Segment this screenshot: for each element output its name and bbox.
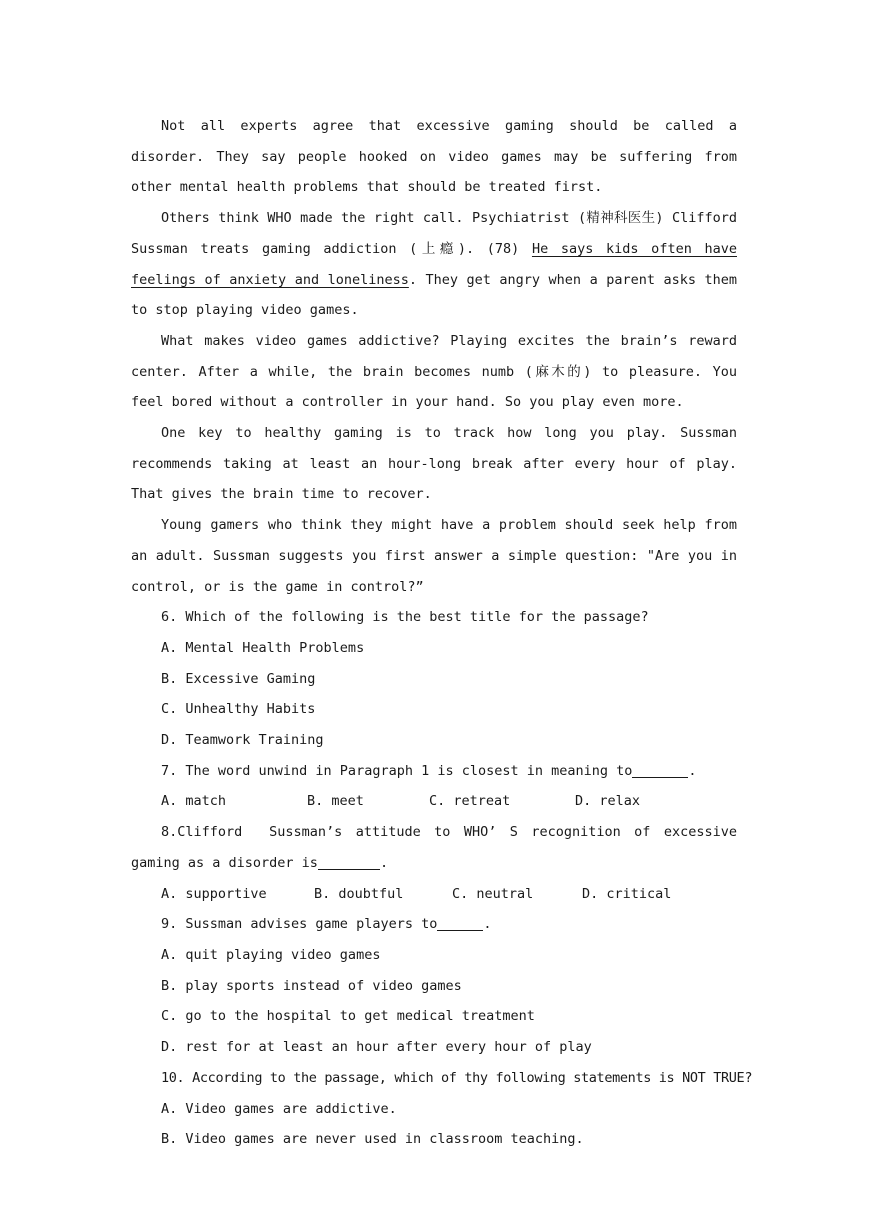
question-7-option-a: A. match [161, 793, 227, 810]
question-8-stem-text: 8.Clifford Sussman’s attitude to WHO’ S recognition of excessive gaming as a disorder is [131, 824, 746, 871]
paragraph-4: One key to healthy gaming is to track how long you play. Sussman recommends taking at least an hour-long break after every hour of play. That gives the brain time to recover. [131, 425, 737, 503]
paragraph-2 [131, 203, 737, 326]
question-7-stem [131, 756, 737, 787]
question-6-stem: 6. Which of the following is the best title for the passage? [161, 609, 649, 626]
answer-blank [318, 855, 380, 870]
question-8-option-b: B. doubtful [314, 885, 404, 902]
question-7-options [131, 786, 737, 817]
document-body [131, 111, 753, 1155]
question-10-option-b: B. Video games are never used in classroom teaching. [161, 1131, 584, 1148]
question-7-period: . [688, 762, 697, 779]
question-8-period: . [379, 854, 389, 871]
question-6-option-a: A. Mental Health Problems [161, 639, 365, 656]
question-8-option-a: A. supportive [161, 885, 267, 902]
question-9-option-b: B. play sports instead of video games [161, 977, 462, 994]
question-8-stem [131, 817, 746, 878]
question-9-option-d: D. rest for at least an hour after every hour of play [161, 1039, 592, 1056]
question-7-option-d: D. relax [575, 793, 641, 810]
question-8-option-d: D. critical [582, 885, 672, 902]
question-9-option-c: C. go to the hospital to get medical treatment [161, 1008, 535, 1025]
question-6-option-c: C. Unhealthy Habits [161, 701, 316, 718]
paragraph-5: Young gamers who think they might have a problem should seek help from an adult. Sussman suggests you first answer a simple question: "Are you in control, or is the game in control?” [131, 517, 737, 595]
answer-blank [437, 917, 483, 932]
question-7-stem-text: 7. The word unwind in Paragraph 1 is closest in meaning to [161, 762, 633, 779]
question-8-options [131, 879, 737, 910]
question-9-stem [131, 909, 737, 940]
question-7-option-b: B. meet [307, 793, 364, 810]
question-10-stem: 10. According to the passage, which of thy following statements is NOT TRUE? [161, 1069, 753, 1086]
paragraph-2-text-a: Others think WHO made the right call. Psychiatrist (精神科医生) Clifford Sussman treats gaming addiction (上瘾). (78) [131, 210, 737, 257]
question-9-period: . [483, 916, 492, 933]
paragraph-1: Not all experts agree that excessive gaming should be called a disorder. They say people hooked on video games may be suffering from other mental health problems that should be treated first. [131, 118, 737, 196]
question-7-option-c: C. retreat [429, 793, 511, 810]
question-6-option-d: D. Teamwork Training [161, 732, 324, 749]
question-8-option-c: C. neutral [452, 885, 534, 902]
question-6-option-b: B. Excessive Gaming [161, 670, 316, 687]
question-9-option-a: A. quit playing video games [161, 946, 381, 963]
underlined-sentence-78: He says kids often have feelings of anxiety and loneliness [131, 240, 737, 288]
question-10-option-a: A. Video games are addictive. [161, 1100, 397, 1117]
question-9-stem-text: 9. Sussman advises game players to [161, 916, 438, 933]
paragraph-2-text-b: . They get angry when a parent asks them to stop playing video games. [131, 271, 737, 319]
paragraph-3: What makes video games addictive? Playing excites the brain’s reward center. After a while, the brain becomes numb (麻木的) to pleasure. You feel bored without a controller in your hand. So you play even more. [131, 332, 737, 411]
answer-blank [632, 763, 688, 778]
